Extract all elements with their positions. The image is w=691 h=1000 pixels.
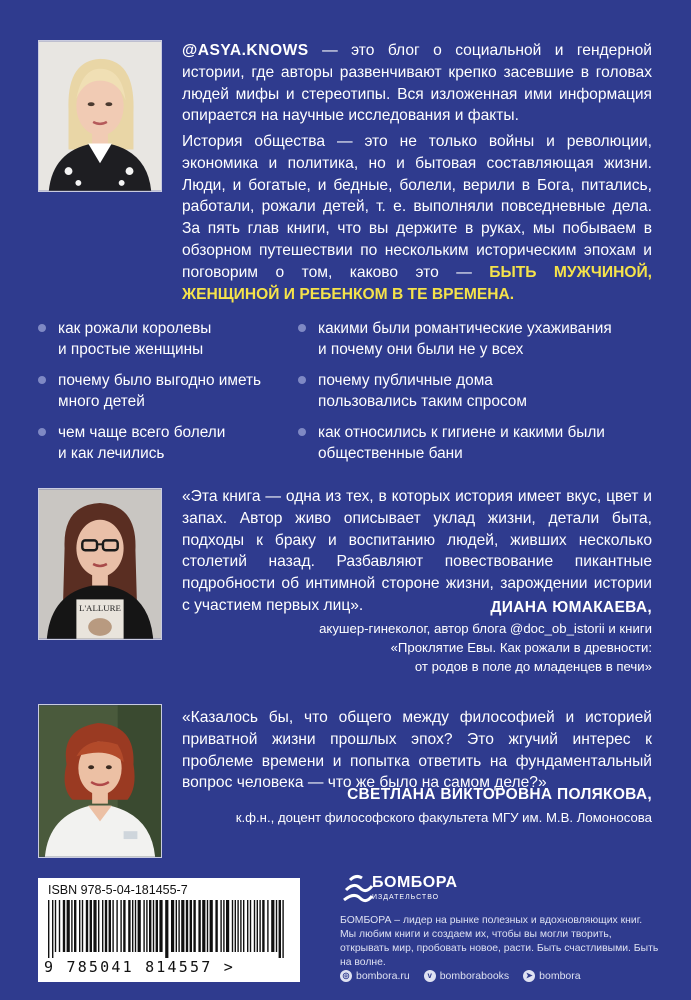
barcode-bar bbox=[210, 900, 213, 952]
barcode-bar bbox=[59, 900, 60, 952]
barcode-bar bbox=[120, 900, 121, 952]
barcode-bar bbox=[79, 900, 80, 952]
telegram-icon: ➤ bbox=[523, 970, 535, 982]
list-item-line: почему было выгодно иметь bbox=[58, 372, 262, 389]
barcode-bar bbox=[156, 900, 158, 952]
history-paragraph bbox=[182, 131, 652, 305]
social-telegram[interactable] bbox=[523, 970, 580, 982]
reviewer-photo-glasses bbox=[38, 488, 162, 640]
barcode-bar bbox=[128, 900, 130, 952]
barcode-bar bbox=[138, 900, 141, 952]
barcode-bar bbox=[186, 900, 188, 952]
publisher-logo-sub: ИЗДАТЕЛЬСТВО bbox=[372, 894, 440, 901]
barcode-bar bbox=[207, 900, 208, 952]
barcode-bar bbox=[250, 900, 251, 952]
reviewer-photo-red-hair-image bbox=[39, 705, 161, 857]
list-item-line: как относились к гигиене и какими были bbox=[318, 424, 605, 441]
barcode-bar bbox=[247, 900, 248, 952]
barcode-bar bbox=[143, 900, 144, 952]
barcode-bar bbox=[123, 900, 125, 952]
barcode-bar bbox=[232, 900, 233, 952]
barcode-bar bbox=[63, 900, 65, 952]
barcode-bar bbox=[67, 900, 70, 952]
social-website-label: bombora.ru bbox=[356, 970, 410, 982]
barcode-bar bbox=[240, 900, 241, 952]
list-item-line: почему публичные дома bbox=[318, 372, 493, 389]
barcode-bar bbox=[181, 900, 184, 952]
author-desc-line: от родов в поле до младенцев в печи» bbox=[414, 659, 652, 674]
barcode-bar bbox=[198, 900, 200, 952]
list-item bbox=[36, 422, 296, 464]
social-vk[interactable] bbox=[424, 970, 509, 982]
review-author-1-description bbox=[220, 619, 652, 676]
highlight-caps: БЫТЬ МУЖЧИНОЙ, ЖЕНЩИНОЙ И РЕБЕНКОМ В ТЕ ВРЕМЕНА. bbox=[182, 263, 652, 303]
barcode-bar bbox=[190, 900, 192, 952]
list-item bbox=[296, 370, 666, 412]
barcode-bar bbox=[262, 900, 264, 952]
barcode-bar bbox=[149, 900, 151, 952]
review-quote-1: «Эта книга — одна из тех, в которых история имеет вкус, цвет и запах. Автор живо описывает уклад жизни, детали быта, подходы к браку и воспитанию людей, живших несколько столетий назад. Разбавляют повествование пикантные подробности об интимной стороне жизни, зарождении истории с участием первых лиц». bbox=[182, 488, 652, 614]
barcode-bar bbox=[98, 900, 99, 952]
isbn-label: ISBN 978-5-04-181455-7 bbox=[48, 883, 188, 897]
list-item-line: общественные бани bbox=[318, 445, 463, 462]
intro-paragraph-text: — это блог о социальной и гендерной истории, где авторы развенчивают крепко засевшие в головах людей мифы и стереотипы. Вся изложенная ими информация опирается на научные исследования и факты. bbox=[182, 42, 652, 125]
barcode-bar bbox=[74, 900, 76, 952]
barcode-bar bbox=[90, 900, 92, 952]
barcode-bars bbox=[44, 900, 294, 958]
barcode-bar bbox=[109, 900, 111, 952]
list-item-line: и почему они были не у всех bbox=[318, 341, 524, 358]
author-photo-blonde-image bbox=[39, 41, 161, 191]
barcode-bar bbox=[176, 900, 177, 952]
list-item bbox=[36, 318, 296, 360]
review-author-2: СВЕТЛАНА ВИКТОРОВНА ПОЛЯКОВА, bbox=[347, 786, 652, 803]
barcode-bar bbox=[146, 900, 147, 952]
review-author-1: ДИАНА ЮМАКАЕВА, bbox=[490, 599, 652, 616]
reviewer-photo-glasses-image bbox=[39, 489, 161, 639]
bullet-dot-icon bbox=[38, 376, 46, 384]
list-item bbox=[296, 422, 666, 464]
publisher-socials bbox=[340, 970, 581, 982]
list-item bbox=[296, 318, 666, 360]
barcode-bar bbox=[132, 900, 133, 952]
barcode-bar bbox=[271, 900, 274, 952]
barcode-bar bbox=[220, 900, 221, 952]
bullet-dot-icon bbox=[298, 376, 306, 384]
bullet-dot-icon bbox=[298, 324, 306, 332]
barcode-bar bbox=[259, 900, 260, 952]
barcode-bar bbox=[215, 900, 217, 952]
list-item-line: много детей bbox=[58, 393, 145, 410]
vk-icon: v bbox=[424, 970, 436, 982]
topics-list-right bbox=[296, 318, 666, 474]
barcode-bar bbox=[159, 900, 162, 952]
barcode-bar bbox=[165, 900, 168, 958]
topics-list-left bbox=[36, 318, 296, 474]
barcode-bar bbox=[279, 900, 281, 958]
barcode-bar bbox=[105, 900, 107, 952]
bullet-dot-icon bbox=[298, 428, 306, 436]
bullet-dot-icon bbox=[38, 428, 46, 436]
publisher-blurb: БОМБОРА – лидер на рынке полезных и вдохновляющих книг. Мы любим книги и создаем их, чтобы вы могли творить, открывать мир, пробовать новое, расти. Быть счастливыми. Быть на волне. bbox=[340, 915, 659, 968]
barcode-bar bbox=[237, 900, 238, 952]
intro-paragraph bbox=[182, 40, 652, 127]
barcode-digits: 9 785041 814557 > bbox=[44, 958, 235, 976]
barcode-bar bbox=[112, 900, 113, 952]
barcode-bar bbox=[86, 900, 88, 952]
barcode-bar bbox=[267, 900, 268, 952]
barcode-bar bbox=[171, 900, 174, 952]
barcode-bar bbox=[282, 900, 283, 958]
barcode-bar bbox=[235, 900, 236, 952]
barcode-bar bbox=[135, 900, 136, 952]
author-photo-blonde bbox=[38, 40, 162, 192]
isbn-barcode bbox=[38, 878, 300, 982]
barcode-bar bbox=[116, 900, 117, 952]
blog-handle: @ASYA.KNOWS bbox=[182, 42, 309, 59]
list-item bbox=[36, 370, 296, 412]
shirt-print-text: L'ALLURE bbox=[79, 603, 121, 614]
globe-icon: ◎ bbox=[340, 970, 352, 982]
barcode-bar bbox=[226, 900, 229, 952]
barcode-bar bbox=[48, 900, 49, 958]
publisher-logo-name: БОМБОРА bbox=[372, 874, 458, 891]
review-quote-2: «Казалось бы, что общего между философией и историей приватной жизни прошлых эпох? Это жгучий интерес к проблеме времени и попытка ответить на фундаментальный вопрос человека — что же было на самом деле?» bbox=[182, 709, 652, 792]
barcode-bar bbox=[55, 900, 56, 952]
barcode-bar bbox=[93, 900, 96, 952]
social-telegram-label: bombora bbox=[539, 970, 581, 982]
barcode-bar bbox=[202, 900, 205, 952]
social-vk-label: bomborabooks bbox=[439, 970, 510, 982]
list-item-line: пользовались таким спросом bbox=[318, 393, 527, 410]
barcode-bar bbox=[243, 900, 244, 952]
barcode-bar bbox=[254, 900, 255, 952]
barcode-bar bbox=[223, 900, 224, 952]
bullet-dot-icon bbox=[38, 324, 46, 332]
list-item-line: и как лечились bbox=[58, 445, 165, 462]
history-paragraph-text: История общества — это не только войны и революции, экономика и политика, но и бытовая составляющая жизни. Люди, и богатые, и бедные, болели, верили в Бога, питались, работали, рожали детей, т. е. выполняли повседневные дела. За пять глав книги, что вы держите в руках, мы побываем в обзорном путешествии по нескольким историческим эпохам и поговорим о том, каково это — bbox=[182, 133, 652, 281]
barcode-bar bbox=[257, 900, 258, 952]
barcode-bar bbox=[102, 900, 103, 952]
barcode-bar bbox=[193, 900, 195, 952]
barcode-bar bbox=[178, 900, 179, 952]
reviewer-photo-red-hair bbox=[38, 704, 162, 858]
author-desc-line: акушер-гинеколог, автор блога @doc_ob_istorii и книги bbox=[319, 621, 652, 636]
author-desc-line: «Проклятие Евы. Как рожали в древности: bbox=[390, 640, 652, 655]
list-item-line: и простые женщины bbox=[58, 341, 204, 358]
list-item-line: какими были романтические ухаживания bbox=[318, 320, 612, 337]
barcode-bar bbox=[82, 900, 83, 952]
review-author-2-description: к.ф.н., доцент философского факультета МГУ им. М.В. Ломоносова bbox=[235, 810, 652, 825]
barcode-bar bbox=[52, 900, 53, 958]
list-item-line: как рожали королевы bbox=[58, 320, 212, 337]
barcode-bar bbox=[153, 900, 154, 952]
barcode-bar bbox=[71, 900, 72, 952]
list-item-line: чем чаще всего болели bbox=[58, 424, 226, 441]
social-website[interactable] bbox=[340, 970, 410, 982]
barcode-bar bbox=[276, 900, 277, 952]
